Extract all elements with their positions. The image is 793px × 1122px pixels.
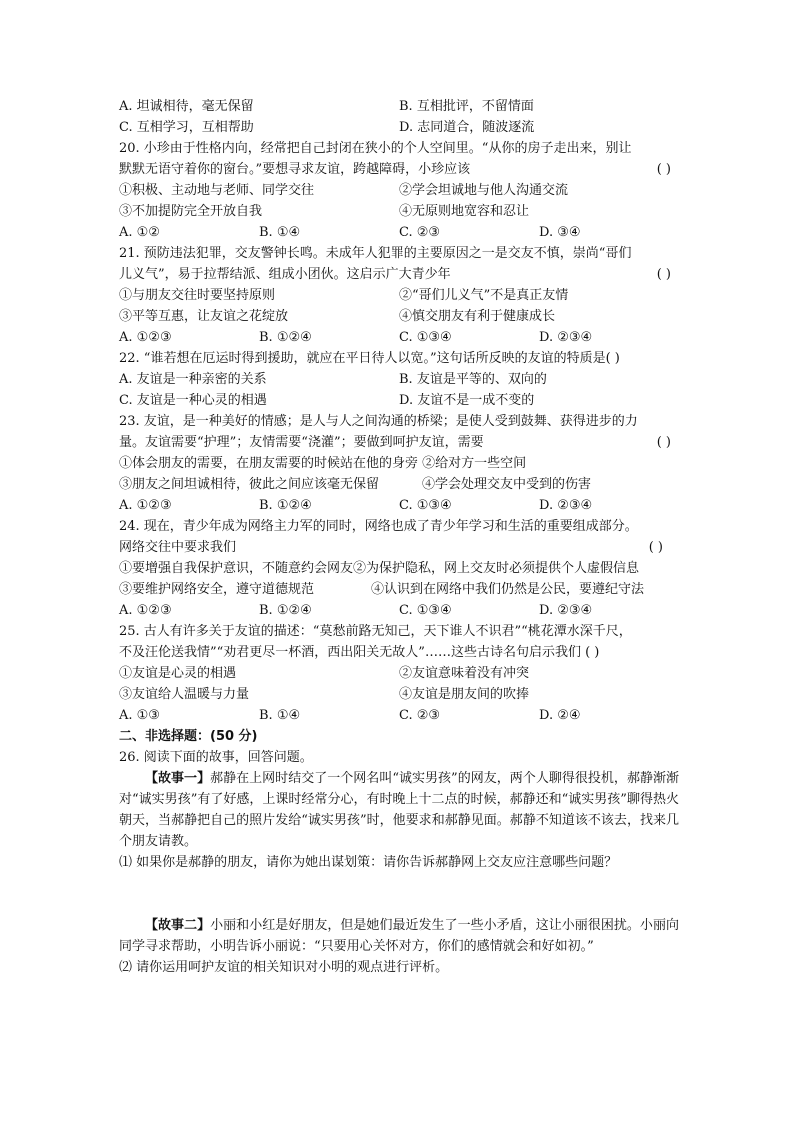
q23-item-3: ③朋友之间坦诚相待，彼此之间应该毫无保留 bbox=[119, 477, 380, 492]
q22-option-c: C. 友谊是一种心灵的相遇 bbox=[119, 393, 267, 408]
q25-stem-line1: 25. 古人有许多关于友谊的描述：“莫愁前路无知己，天下谁人不识君”“桃花潭水深千尺， bbox=[119, 624, 632, 639]
q26-story2 bbox=[119, 915, 679, 957]
q20-choice-d: D. ③④ bbox=[539, 225, 581, 240]
q20-stem-line1: 20. 小珍由于性格内向，经常把自己封闭在狭小的个人空间里。“从你的房子走出来，别让 bbox=[119, 141, 632, 156]
q21-choice-b: B. ①②④ bbox=[259, 330, 312, 345]
q24-item-4: ④认识到在网络中我们仍然是公民，要遵纪守法 bbox=[371, 582, 645, 597]
q20-item-2: ②学会坦诚地与他人沟通交流 bbox=[399, 183, 569, 198]
q20-choice-a: A. ①② bbox=[119, 225, 160, 240]
q25-item-3: ③友谊给人温暖与力量 bbox=[119, 687, 250, 702]
q25-choice-a: A. ①③ bbox=[119, 708, 160, 723]
q19-options-row2 bbox=[119, 117, 679, 138]
q20-items-row1 bbox=[119, 180, 679, 201]
q24-choice-d: D. ②③④ bbox=[539, 603, 593, 618]
q21-items-row2 bbox=[119, 306, 679, 327]
q23-items-row2 bbox=[119, 474, 679, 495]
q24-stem-line1: 24. 现在，青少年成为网络主力军的同时，网络也成了青少年学习和生活的重要组成部分。 bbox=[119, 519, 638, 534]
exam-page bbox=[119, 96, 679, 978]
q21-item-1: ①与朋友交往时要坚持原则 bbox=[119, 288, 276, 303]
q23-choice-c: C. ①③④ bbox=[399, 498, 452, 513]
answer-space-1 bbox=[119, 873, 679, 915]
q21-stem-line1: 21. 预防违法犯罪，交友警钟长鸣。未成年人犯罪的主要原因之一是交友不慎，崇尚“哥们 bbox=[119, 246, 632, 261]
q23-items-row1: ①体会朋友的需要，在朋友需要的时候站在他的身旁 ②给对方一些空间 bbox=[119, 456, 527, 471]
q22-options-row1 bbox=[119, 369, 679, 390]
q24-items-row1: ①要增强自我保护意识，不随意约会网友②为保护隐私，网上交友时必须提供个人虚假信息 bbox=[119, 561, 640, 576]
q21-choice-c: C. ①③④ bbox=[399, 330, 452, 345]
q22-options-row2 bbox=[119, 390, 679, 411]
q21-items-row1 bbox=[119, 285, 679, 306]
q20-choice-b: B. ①④ bbox=[259, 225, 301, 240]
q26-story1-text: 郝静在上网时结交了一个网名叫“诚实男孩”的网友，两个人聊得很投机，郝静渐渐对“诚实男孩”有了好感，上课时经常分心，有时晚上十二点的时候，郝静还和“诚实男孩”聊得热火朝天，当郝静把自己的照片发给“诚实男孩”时，他要求和郝静见面。郝静不知道该不该去，找来几个朋友请教。 bbox=[119, 771, 679, 849]
q20-stem-line2: 默默无语守着你的窗台。”要想寻求友谊，跨越障碍，小珍应该 ( ) bbox=[119, 159, 679, 180]
section-heading-non-choice: 二、非选择题：(50 分) bbox=[119, 729, 258, 744]
q25-items-row2 bbox=[119, 684, 679, 705]
q24-answer-bracket: ( ) bbox=[648, 540, 663, 555]
q23-choice-a: A. ①②③ bbox=[119, 498, 172, 513]
q24-item-3: ③要维护网络安全，遵守道德规范 bbox=[119, 582, 315, 597]
q25-item-1: ①友谊是心灵的相遇 bbox=[119, 666, 237, 681]
q20-item-1: ①积极、主动地与老师、同学交往 bbox=[119, 183, 315, 198]
q21-item-3: ③平等互惠，让友谊之花绽放 bbox=[119, 309, 289, 324]
q25-item-4: ④友谊是朋友间的吹捧 bbox=[399, 687, 530, 702]
q21-choices bbox=[119, 327, 679, 348]
q20-item-3: ③不加提防完全开放自我 bbox=[119, 204, 263, 219]
q22-option-d: D. 友谊不是一成不变的 bbox=[399, 393, 535, 408]
q25-choice-c: C. ②③ bbox=[399, 708, 441, 723]
q21-stem-line2: 儿义气”，易于拉帮结派、组成小团伙。这启示广大青少年 ( ) bbox=[119, 264, 679, 285]
q26-story1 bbox=[119, 768, 679, 852]
q20-choices bbox=[119, 222, 679, 243]
q23-choice-d: D. ②③④ bbox=[539, 498, 593, 513]
q20-choice-c: C. ②③ bbox=[399, 225, 441, 240]
q26-story2-label: 【故事二】 bbox=[145, 918, 211, 933]
q23-stem-line2: 量。友谊需要“护理”；友情需要“浇灌”；要做到呵护友谊，需要 ( ) bbox=[119, 432, 679, 453]
q22-option-a: A. 友谊是一种亲密的关系 bbox=[119, 372, 267, 387]
q24-stem-line2: 网络交往中要求我们 ( ) bbox=[119, 537, 679, 558]
q19-option-a: A. 坦诚相待，毫无保留 bbox=[119, 99, 254, 114]
q21-choice-a: A. ①②③ bbox=[119, 330, 172, 345]
q25-item-2: ②友谊意味着没有冲突 bbox=[399, 666, 530, 681]
q20-item-4: ④无原则地宽容和忍让 bbox=[399, 204, 530, 219]
q24-choice-b: B. ①②④ bbox=[259, 603, 312, 618]
q23-choices bbox=[119, 495, 679, 516]
q26-subquestion-2: ⑵ 请你运用呵护友谊的相关知识对小明的观点进行评析。 bbox=[119, 960, 449, 975]
q24-choice-c: C. ①③④ bbox=[399, 603, 452, 618]
q25-stem-line2: 不及汪伦送我情”“劝君更尽一杯酒，西出阳关无故人”……这些古诗名句启示我们 ( ) bbox=[119, 645, 600, 660]
q24-items-row2 bbox=[119, 579, 679, 600]
q25-choices bbox=[119, 705, 679, 726]
q23-stem-line1: 23. 友谊，是一种美好的情感；是人与人之间沟通的桥梁；是使人受到鼓舞、获得进步的力 bbox=[119, 414, 638, 429]
q19-option-d: D. 志同道合，随波逐流 bbox=[399, 120, 535, 135]
q22-stem: 22. “谁若想在厄运时得到援助，就应在平日待人以宽。”这句话所反映的友谊的特质是( ) bbox=[119, 351, 620, 366]
q21-choice-d: D. ②③④ bbox=[539, 330, 593, 345]
q19-option-c: C. 互相学习，互相帮助 bbox=[119, 120, 254, 135]
q25-items-row1 bbox=[119, 663, 679, 684]
q21-answer-bracket: ( ) bbox=[656, 267, 671, 282]
q26-intro: 26. 阅读下面的故事，回答问题。 bbox=[119, 750, 313, 765]
q25-choice-d: D. ②④ bbox=[539, 708, 581, 723]
q21-item-4: ④慎交朋友有利于健康成长 bbox=[399, 309, 556, 324]
q21-item-2: ②“哥们儿义气”不是真正友情 bbox=[399, 288, 569, 303]
q25-choice-b: B. ①④ bbox=[259, 708, 301, 723]
q20-answer-bracket: ( ) bbox=[656, 162, 671, 177]
q26-story2-text: 小丽和小红是好朋友，但是她们最近发生了一些小矛盾，这让小丽很困扰。小丽向同学寻求帮助，小明告诉小丽说：“只要用心关怀对方，你们的感情就会和好如初。” bbox=[119, 918, 679, 954]
q19-options-row1 bbox=[119, 96, 679, 117]
q26-story1-label: 【故事一】 bbox=[145, 771, 211, 786]
q26-subquestion-1: ⑴ 如果你是郝静的朋友，请你为她出谋划策：请你告诉郝静网上交友应注意哪些问题？ bbox=[119, 855, 618, 870]
q20-items-row2 bbox=[119, 201, 679, 222]
q24-choice-a: A. ①②③ bbox=[119, 603, 172, 618]
q19-option-b: B. 互相批评，不留情面 bbox=[399, 99, 534, 114]
q22-option-b: B. 友谊是平等的、双向的 bbox=[399, 372, 547, 387]
q23-answer-bracket: ( ) bbox=[656, 435, 671, 450]
q23-item-4: ④学会处理交友中受到的伤害 bbox=[421, 477, 591, 492]
q23-choice-b: B. ①②④ bbox=[259, 498, 312, 513]
q24-choices bbox=[119, 600, 679, 621]
